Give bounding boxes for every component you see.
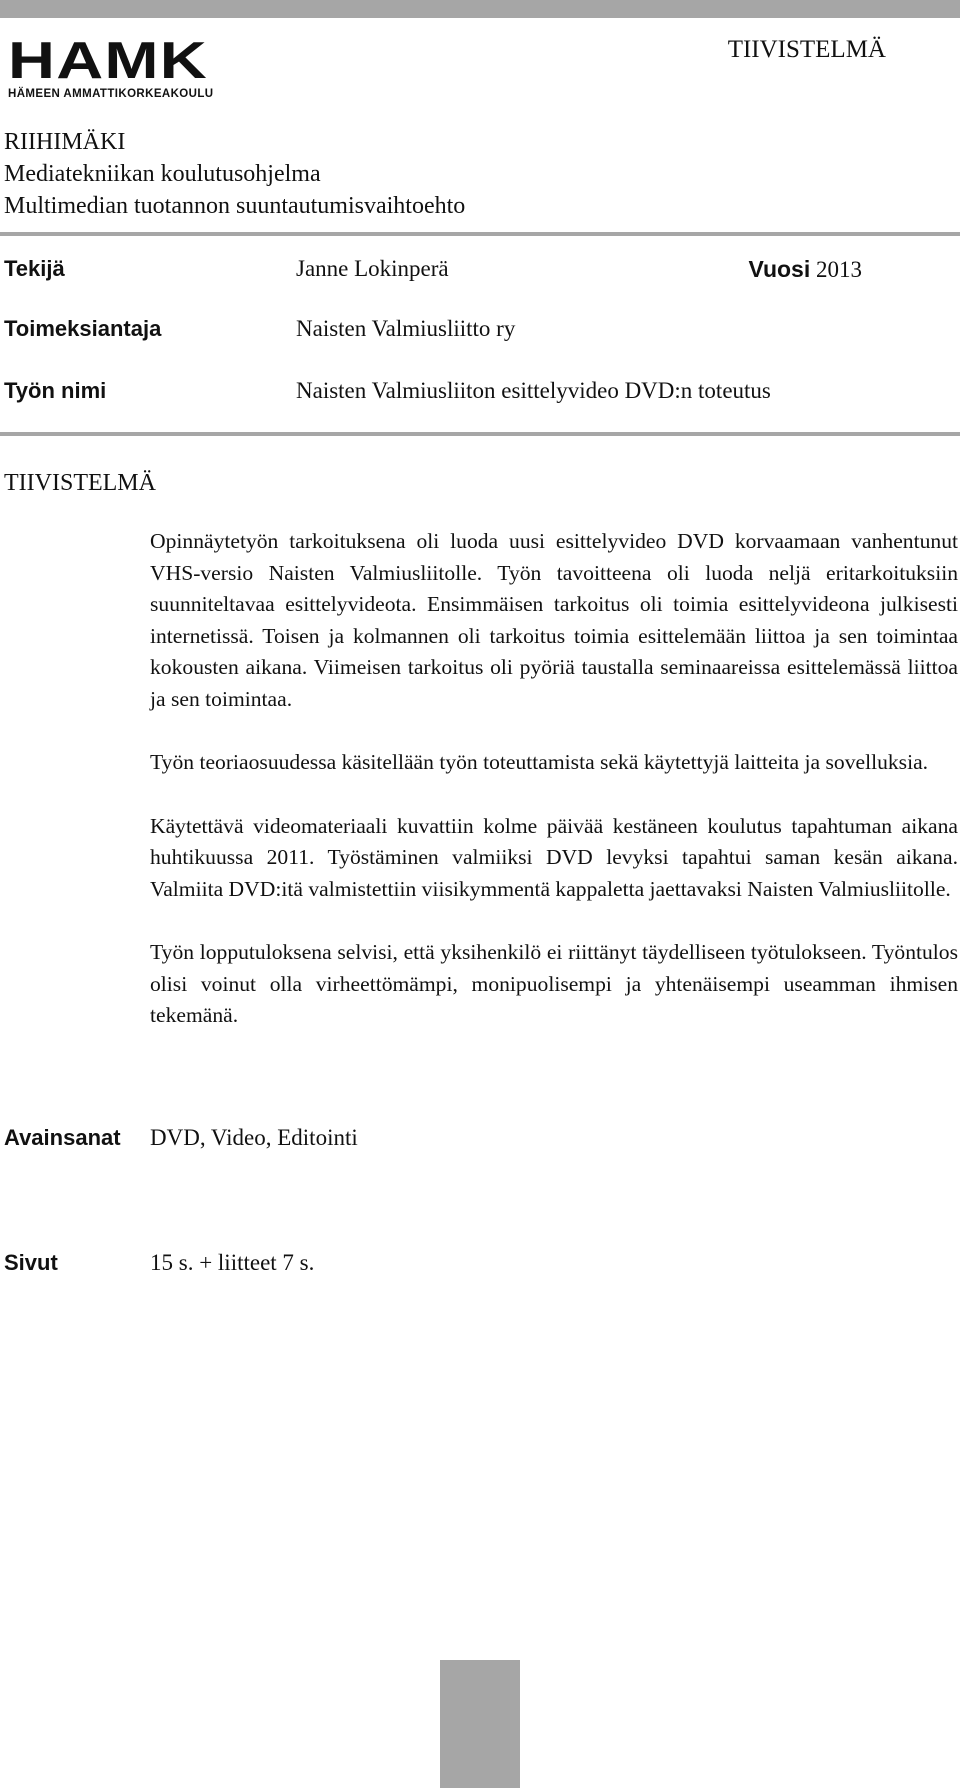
commissioner-label: Toimeksiantaja bbox=[4, 316, 162, 341]
pages-label: Sivut bbox=[4, 1250, 58, 1275]
document-type: TIIVISTELMÄ bbox=[727, 36, 886, 63]
author-value: Janne Lokinperä bbox=[296, 256, 449, 281]
keywords-value: DVD, Video, Editointi bbox=[150, 1125, 358, 1150]
year-label: Vuosi bbox=[748, 256, 811, 282]
hamk-logo bbox=[8, 32, 214, 100]
abstract-paragraph: Opinnäytetyön tarkoituksena oli luoda uusi esittelyvideo DVD korvaamaan vanhentunut VHS-versio Naisten Valmiusliitolle. Työn tavoitteena oli luoda neljä eritarkoituksiin suunniteltavaa esittelyvideota. Ensimmäisen tarkoitus oli toimia esittelyvideona julkisesti internetissä. Toisen ja kolmannen oli tarkoitus toimia esittelemään liittoa ja sen toimintaa kokousten aikana. Viimeisen tarkoitus oli pyöriä taustalla seminaareissa esittelemässä liittoa ja sen toimintaa. bbox=[150, 529, 958, 711]
logo-subtitle: HÄMEEN AMMATTIKORKEAKOULU bbox=[8, 88, 214, 100]
orientation: Multimedian tuotannon suuntautumisvaihtoehto bbox=[4, 193, 466, 219]
title-label: Työn nimi bbox=[4, 378, 107, 403]
abstract-paragraph: Työn lopputuloksena selvisi, että yksihenkilö ei riittänyt täydelliseen työtulokseen. Työntulos olisi voinut olla virheettömämpi, monipuolisempi ja yhtenäisempi useamman ihmisen tekemänä. bbox=[150, 940, 958, 1027]
year-value: 2013 bbox=[816, 257, 862, 282]
divider-bottom bbox=[0, 432, 960, 436]
programme: Mediatekniikan koulutusohjelma bbox=[4, 161, 321, 187]
divider-top bbox=[0, 232, 960, 236]
department-block bbox=[4, 126, 465, 222]
city: RIIHIMÄKI bbox=[4, 129, 126, 155]
year-field bbox=[748, 256, 862, 283]
logo-wordmark: HAMK bbox=[8, 32, 208, 90]
abstract-paragraph: Työn teoriaosuudessa käsitellään työn toteuttamista sekä käytettyjä laitteita ja sovelluksia. bbox=[150, 750, 929, 774]
page-footer-block bbox=[440, 1660, 520, 1788]
abstract-heading: TIIVISTELMÄ bbox=[4, 470, 156, 496]
top-bar bbox=[0, 0, 960, 18]
author-label: Tekijä bbox=[4, 256, 65, 281]
title-value: Naisten Valmiusliiton esittelyvideo DVD:n toteutus bbox=[296, 378, 771, 403]
abstract-paragraph: Käytettävä videomateriaali kuvattiin kolme päivää kestäneen koulutus tapahtuman aikana huhtikuussa 2011. Työstäminen valmiiksi DVD levyksi tapahtui saman kesän aikana. Valmiita DVD:itä valmistettiin viisikymmentä kappaletta jaettavaksi Naisten Valmiusliitolle. bbox=[150, 813, 958, 901]
pages-value: 15 s. + liitteet 7 s. bbox=[150, 1250, 315, 1275]
keywords-label: Avainsanat bbox=[4, 1125, 121, 1150]
commissioner-value: Naisten Valmiusliitto ry bbox=[296, 316, 516, 341]
abstract-body bbox=[150, 526, 958, 1064]
